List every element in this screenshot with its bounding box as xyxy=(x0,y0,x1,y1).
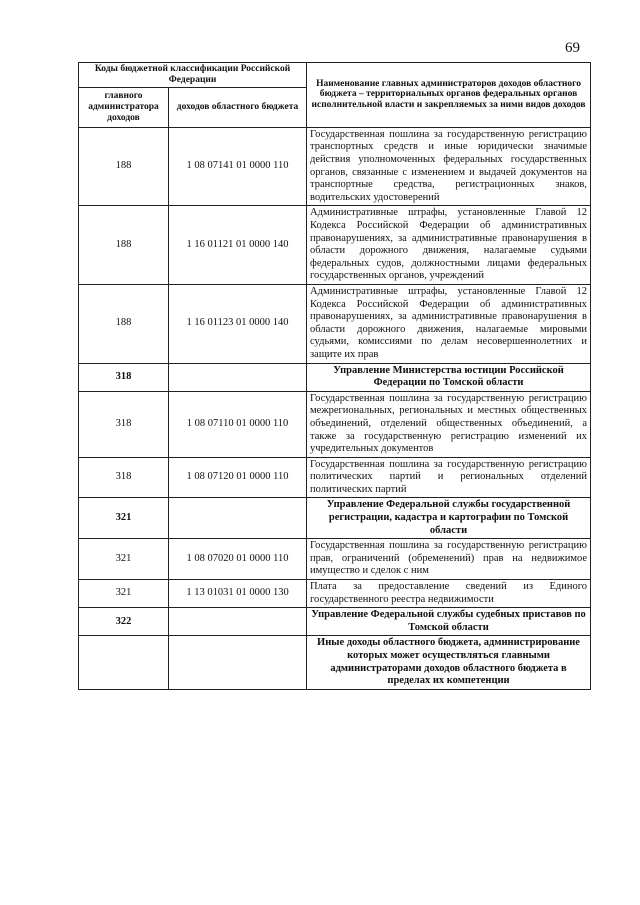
table-row xyxy=(79,580,591,608)
income-code-cell: 1 16 01123 01 0000 140 xyxy=(169,284,307,363)
income-code-cell: 1 13 01031 01 0000 130 xyxy=(169,580,307,608)
income-code-cell xyxy=(169,608,307,636)
header-code: доходов областного бюджета xyxy=(169,87,307,127)
income-code-cell: 1 08 07110 01 0000 110 xyxy=(169,391,307,457)
name-cell: Административные штрафы, установленные Главой 12 Кодекса Российской Федерации об административных правонарушениях, за административные правонарушения в области дорожного движения, налагаемые мировыми судьями, комиссиями по делам несовершеннолетних и защите их прав xyxy=(307,284,591,363)
table-row xyxy=(79,457,591,498)
name-cell: Административные штрафы, установленные Главой 12 Кодекса Российской Федерации об административных правонарушениях, за административные правонарушения в области дорожного движения, налагаемые судьями федеральных судов, должностными лицами федеральных государственных органов, учреждений xyxy=(307,206,591,285)
admin-code-cell: 318 xyxy=(79,391,169,457)
table-body xyxy=(79,127,591,689)
table-row xyxy=(79,391,591,457)
income-code-cell xyxy=(169,363,307,391)
table-row xyxy=(79,498,591,539)
name-cell: Государственная пошлина за государственную регистрацию прав, ограничений (обременений) прав на недвижимое имущество и сделок с ним xyxy=(307,539,591,580)
admin-code-cell: 321 xyxy=(79,539,169,580)
name-cell: Иные доходы областного бюджета, администрирование которых может осуществляться главными администраторами доходов областного бюджета в пределах их компетенции xyxy=(307,636,591,689)
table-row xyxy=(79,539,591,580)
admin-code-cell: 318 xyxy=(79,363,169,391)
income-code-cell xyxy=(169,498,307,539)
income-code-cell: 1 16 01121 01 0000 140 xyxy=(169,206,307,285)
budget-classification-table xyxy=(78,62,591,690)
table-row xyxy=(79,363,591,391)
header-name: Наименование главных администраторов доходов областного бюджета – территориальных органов федеральных органов исполнительной власти и закрепляемых за ними видов доходов xyxy=(307,63,591,128)
admin-code-cell: 188 xyxy=(79,284,169,363)
income-code-cell: 1 08 07141 01 0000 110 xyxy=(169,127,307,206)
name-cell: Управление Федеральной службы государственной регистрации, кадастра и картографии по Томской области xyxy=(307,498,591,539)
name-cell: Плата за предоставление сведений из Единого государственного реестра недвижимости xyxy=(307,580,591,608)
admin-code-cell: 188 xyxy=(79,127,169,206)
admin-code-cell: 188 xyxy=(79,206,169,285)
income-code-cell: 1 08 07120 01 0000 110 xyxy=(169,457,307,498)
income-code-cell: 1 08 07020 01 0000 110 xyxy=(169,539,307,580)
admin-code-cell: 322 xyxy=(79,608,169,636)
table-row xyxy=(79,608,591,636)
table-row xyxy=(79,206,591,285)
admin-code-cell: 318 xyxy=(79,457,169,498)
header-admin: главного администратора доходов xyxy=(79,87,169,127)
table-row xyxy=(79,284,591,363)
admin-code-cell xyxy=(79,636,169,689)
name-cell: Государственная пошлина за государственную регистрацию межрегиональных, региональных и местных общественных объединений, отделений общественных объединений, а также за государственную регистрацию изменений их учредительных документов xyxy=(307,391,591,457)
name-cell: Государственная пошлина за государственную регистрацию транспортных средств и иные юридически значимые действия уполномоченных федеральных государственных органов, связанные с изменением и выдачей документов на транспортные средства, регистрационных знаков, водительских удостоверений xyxy=(307,127,591,206)
table-row xyxy=(79,127,591,206)
admin-code-cell: 321 xyxy=(79,498,169,539)
page-number: 69 xyxy=(565,40,580,56)
table-row xyxy=(79,636,591,689)
income-code-cell xyxy=(169,636,307,689)
name-cell: Управление Федеральной службы судебных приставов по Томской области xyxy=(307,608,591,636)
name-cell: Государственная пошлина за государственную регистрацию политических партий и региональных отделений политических партий xyxy=(307,457,591,498)
header-group: Коды бюджетной классификации Российской Федерации xyxy=(79,63,307,88)
admin-code-cell: 321 xyxy=(79,580,169,608)
name-cell: Управление Министерства юстиции Российской Федерации по Томской области xyxy=(307,363,591,391)
